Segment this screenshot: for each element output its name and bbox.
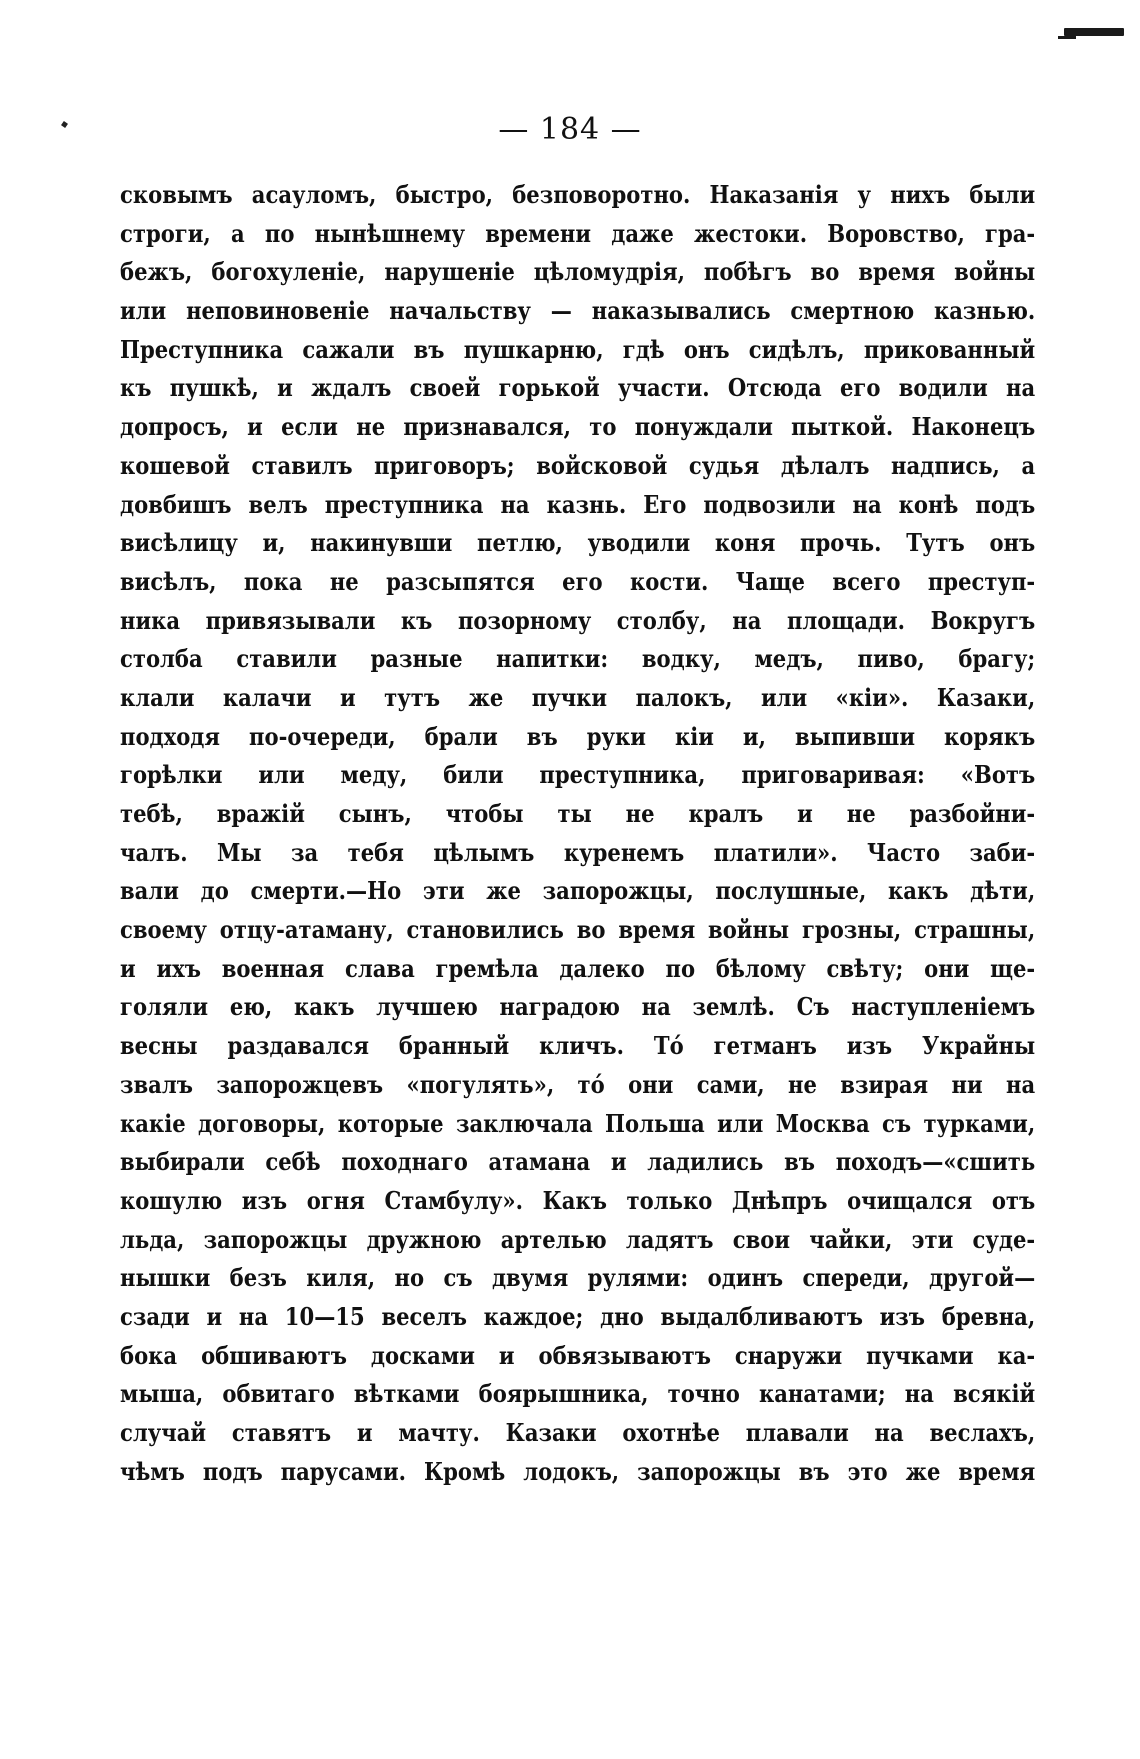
- text-line: довбишъ велъ преступника на казнь. Его подвозили на конѣ подъ: [120, 489, 1036, 519]
- text-line: висѣлицу и, накинувши петлю, уводили коня прочь. Тутъ онъ: [120, 528, 1036, 558]
- text-line: висѣлъ, пока не разсыпятся его кости. Чаще всего преступ-: [120, 566, 1036, 596]
- text-line: своему отцу-атаману, становились во время войны грозны, страшны,: [120, 915, 1036, 945]
- text-line: ника привязывали къ позорному столбу, на площади. Вокругъ: [120, 605, 1036, 635]
- text-line: горѣлки или меду, били преступника, приговаривая: «Вотъ: [120, 760, 1036, 790]
- text-line: кошевой ставилъ приговоръ; войсковой судья дѣлалъ надпись, а: [120, 450, 1036, 480]
- text-line: бока обшиваютъ досками и обвязываютъ снаружи пучками ка-: [120, 1340, 1036, 1370]
- text-line: допросъ, и если не признавался, то понуждали пыткой. Наконецъ: [120, 412, 1036, 442]
- text-line: случай ставятъ и мачту. Казаки охотнѣе плавали на веслахъ,: [120, 1418, 1036, 1447]
- text-line: тебѣ, вражій сынъ, чтобы ты не кралъ и не разбойни-: [120, 799, 1036, 828]
- text-line: Преступника сажали въ пушкарню, гдѣ онъ сидѣлъ, прикованный: [120, 334, 1036, 364]
- scan-artifact: [1058, 36, 1076, 39]
- text-line: вали до смерти.—Но эти же запорожцы, послушные, какъ дѣти,: [120, 876, 1036, 906]
- text-line: звалъ запорожцевъ «погулять», то́ они сами, не взирая ни на: [120, 1069, 1036, 1099]
- text-line: сковымъ асауломъ, быстро, безповоротно. Наказанія у нихъ были: [120, 180, 1036, 209]
- text-line: голяли ею, какъ лучшею наградою на землѣ. Съ наступленіемъ: [120, 992, 1036, 1022]
- text-line: чѣмъ подъ парусами. Кромѣ лодокъ, запорожцы въ это же время: [120, 1456, 1036, 1486]
- scan-artifact: [1064, 28, 1124, 36]
- text-line: клали калачи и тутъ же пучки палокъ, или «кіи». Казаки,: [120, 682, 1036, 712]
- text-line: мыша, обвитаго вѣтками боярышника, точно канатами; на всякій: [120, 1379, 1036, 1409]
- text-line: какіе договоры, которые заключала Польша или Москва съ турками,: [120, 1108, 1036, 1138]
- text-line: чалъ. Мы за тебя цѣлымъ куренемъ платили». Часто заби-: [120, 837, 1036, 867]
- text-line: или неповиновеніе начальству — наказывались смертною казнью.: [120, 296, 1036, 326]
- text-line: весны раздавался бранный кличъ. То́ гетманъ изъ Украйны: [120, 1031, 1036, 1061]
- text-line: къ пушкѣ, и ждалъ своей горькой участи. Отсюда его водили на: [120, 373, 1036, 403]
- text-line: нышки безъ киля, но съ двумя рулями: одинъ спереди, другой—: [120, 1263, 1036, 1293]
- page-number: — 184 —: [498, 112, 642, 147]
- text-line: кошулю изъ огня Стамбулу». Какъ только Днѣпръ очищался отъ: [120, 1185, 1036, 1215]
- body-text: [120, 176, 1035, 1491]
- text-line: столба ставили разные напитки: водку, медъ, пиво, брагу;: [120, 644, 1036, 674]
- text-line: льда, запорожцы дружною артелью ладятъ свои чайки, эти суде-: [120, 1224, 1036, 1254]
- text-line: подходя по-очереди, брали въ руки кіи и, выпивши корякъ: [120, 721, 1036, 751]
- text-line: бежъ, богохуленіе, нарушеніе цѣломудрія, побѣгъ во время войны: [120, 257, 1036, 287]
- text-line: и ихъ военная слава гремѣла далеко по бѣлому свѣту; они ще-: [120, 953, 1036, 983]
- text-line: выбирали себѣ походнаго атамана и ладились въ походъ—«сшить: [120, 1147, 1036, 1177]
- text-line: сзади и на 10—15 веселъ каждое; дно выдалбливаютъ изъ бревна,: [120, 1301, 1036, 1331]
- text-line: строги, а по нынѣшнему времени даже жестоки. Воровство, гра-: [120, 218, 1036, 248]
